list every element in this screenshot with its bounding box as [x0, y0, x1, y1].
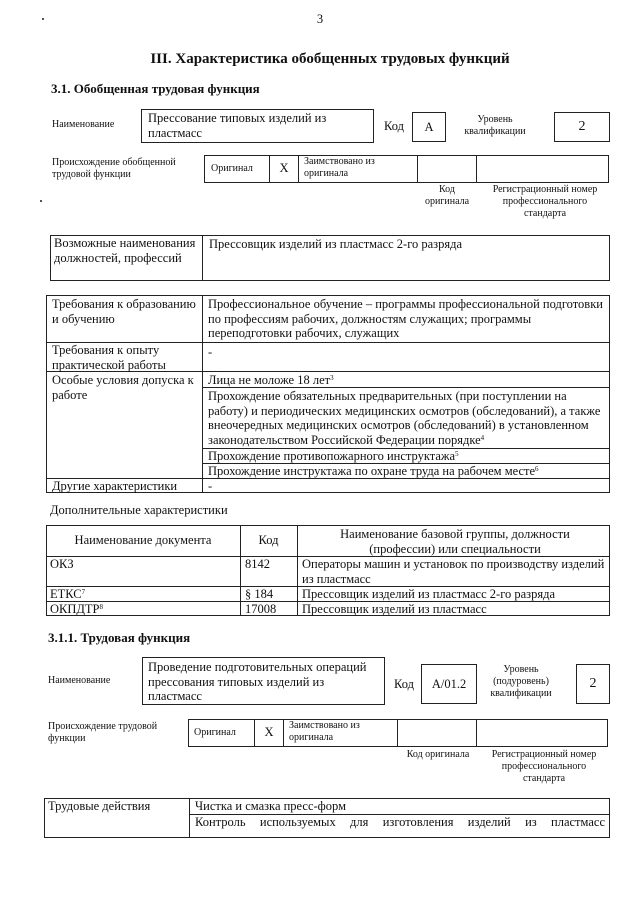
gtf-heading: 3.1. Обобщенная трудовая функция — [51, 81, 260, 96]
education-label: Требования к образованию и обучению — [52, 297, 196, 326]
gtf-name-value: Прессование типовых изделий из пластмасс — [148, 111, 327, 140]
gtf-positions-label: Возможные наименования должностей, профессий — [54, 236, 196, 265]
gtf-level-label: Уровень квалификации — [464, 114, 526, 137]
gtf-level-value: 2 — [554, 112, 610, 142]
table-cell: ОКПДТР$^8$ — [50, 602, 104, 616]
divider — [476, 155, 477, 183]
table-header: Наименование документа — [74, 533, 212, 547]
special-item-3: Прохождение противопожарного инструктажа$^5$ — [208, 449, 459, 463]
divider — [397, 719, 398, 747]
gtf-positions-value: Прессовщик изделий из пластмасс 2-го разряда — [209, 237, 463, 251]
tf-reg-number-label: Регистрационный номер профессионального стандарта — [491, 749, 597, 784]
divider — [476, 719, 477, 747]
tf-name-label: Наименование — [48, 675, 111, 686]
table-header: Наименование базовой группы, должности (профессии) или специальности — [340, 527, 570, 556]
tf-origin-label: Происхождение трудовой функции — [48, 721, 158, 744]
tf-code-label: Код — [394, 677, 414, 691]
page-number: 3 — [316, 12, 324, 26]
table-cell: Операторы машин и установок по производству изделий из пластмасс — [302, 557, 605, 586]
experience-value: - — [208, 345, 213, 359]
special-item-1: Лица не моложе 18 лет$^3$ — [208, 373, 334, 387]
other-label: Другие характеристики — [52, 479, 178, 493]
special-label: Особые условия допуска к работе — [52, 373, 194, 402]
section-title: III. Характеристика обобщенных трудовых функций — [150, 51, 510, 67]
divider — [202, 235, 203, 281]
tf-code-original-label: Код оригинала — [406, 749, 470, 760]
table-cell: 17008 — [245, 602, 277, 616]
tf-code-value: A/01.2 — [421, 664, 477, 704]
education-value: Профессиональное обучение – программы профессиональной подготовки по профессиям рабочих, должностям служащих; программы переподготовки рабочих, служащих — [208, 297, 603, 340]
tf-level-label: Уровень (подуровень) квалификации — [490, 664, 552, 699]
tf-level-value: 2 — [576, 664, 610, 704]
tf-borrowed-label: Заимствовано из оригинала — [289, 720, 360, 743]
table-cell: § 184 — [245, 587, 274, 601]
table-cell: ЕТКС$^7$ — [50, 587, 86, 601]
tf-actions-label: Трудовые действия — [48, 799, 151, 813]
gtf-code-label: Код — [384, 119, 404, 133]
tf-origin-box — [188, 719, 608, 747]
table-cell: 8142 — [245, 557, 270, 571]
divider — [283, 719, 284, 747]
special-item-4: Прохождение инструктажа по охране труда на рабочем месте$^6$ — [208, 464, 539, 478]
gtf-reg-number-label: Регистрационный номер профессионального стандарта — [492, 184, 598, 219]
tf-heading: 3.1.1. Трудовая функция — [48, 630, 191, 645]
tf-action-1: Чистка и смазка пресс-форм — [195, 799, 346, 813]
special-item-2: Прохождение обязательных предварительных (при поступлении на работу) и периодических медицинских осмотров (обследований), а также внеочередных медицинских осмотров (обследований) в установленном законодательством Российской Федерации порядке$^4$ — [208, 389, 601, 447]
scan-speck — [42, 18, 44, 20]
gtf-borrowed-label: Заимствовано из оригинала — [304, 156, 375, 179]
divider — [189, 798, 190, 838]
tf-name-box — [142, 657, 385, 705]
table-cell: Прессовщик изделий из пластмасс — [302, 602, 487, 616]
scan-speck — [40, 200, 42, 202]
gtf-code-value: A — [412, 112, 446, 142]
tf-name-value: Проведение подготовительных операций прессования типовых изделий из пластмасс — [148, 660, 367, 703]
table-header: Код — [258, 533, 279, 547]
footnote-ref: 8 — [99, 603, 104, 611]
other-value: - — [208, 479, 213, 493]
tf-original-label: Оригинал — [194, 727, 236, 738]
experience-label: Требования к опыту практической работы — [52, 343, 166, 372]
divider — [297, 525, 298, 616]
footnote-ref: 7 — [81, 588, 86, 596]
footnote-ref: 6 — [535, 465, 539, 473]
divider — [298, 155, 299, 183]
footnote-ref: 3 — [330, 374, 334, 382]
tf-original-mark: X — [264, 725, 274, 739]
gtf-name-box — [141, 109, 374, 143]
gtf-origin-label: Происхождение обобщенной трудовой функции — [52, 157, 176, 180]
table-cell: ОКЗ — [50, 557, 74, 571]
footnote-ref: 4 — [480, 433, 485, 442]
table-cell: Прессовщик изделий из пластмасс 2-го разряда — [302, 587, 556, 601]
gtf-name-label: Наименование — [52, 119, 115, 130]
gtf-code-original-label: Код оригинала — [424, 184, 470, 207]
gtf-original-label: Оригинал — [211, 163, 253, 174]
divider — [417, 155, 418, 183]
gtf-original-mark: X — [279, 161, 289, 175]
tf-action-2: Контроль используемых для изготовления изделий из пластмасс — [195, 815, 605, 829]
additional-title: Дополнительные характеристики — [50, 503, 228, 517]
footnote-ref: 5 — [455, 450, 459, 458]
